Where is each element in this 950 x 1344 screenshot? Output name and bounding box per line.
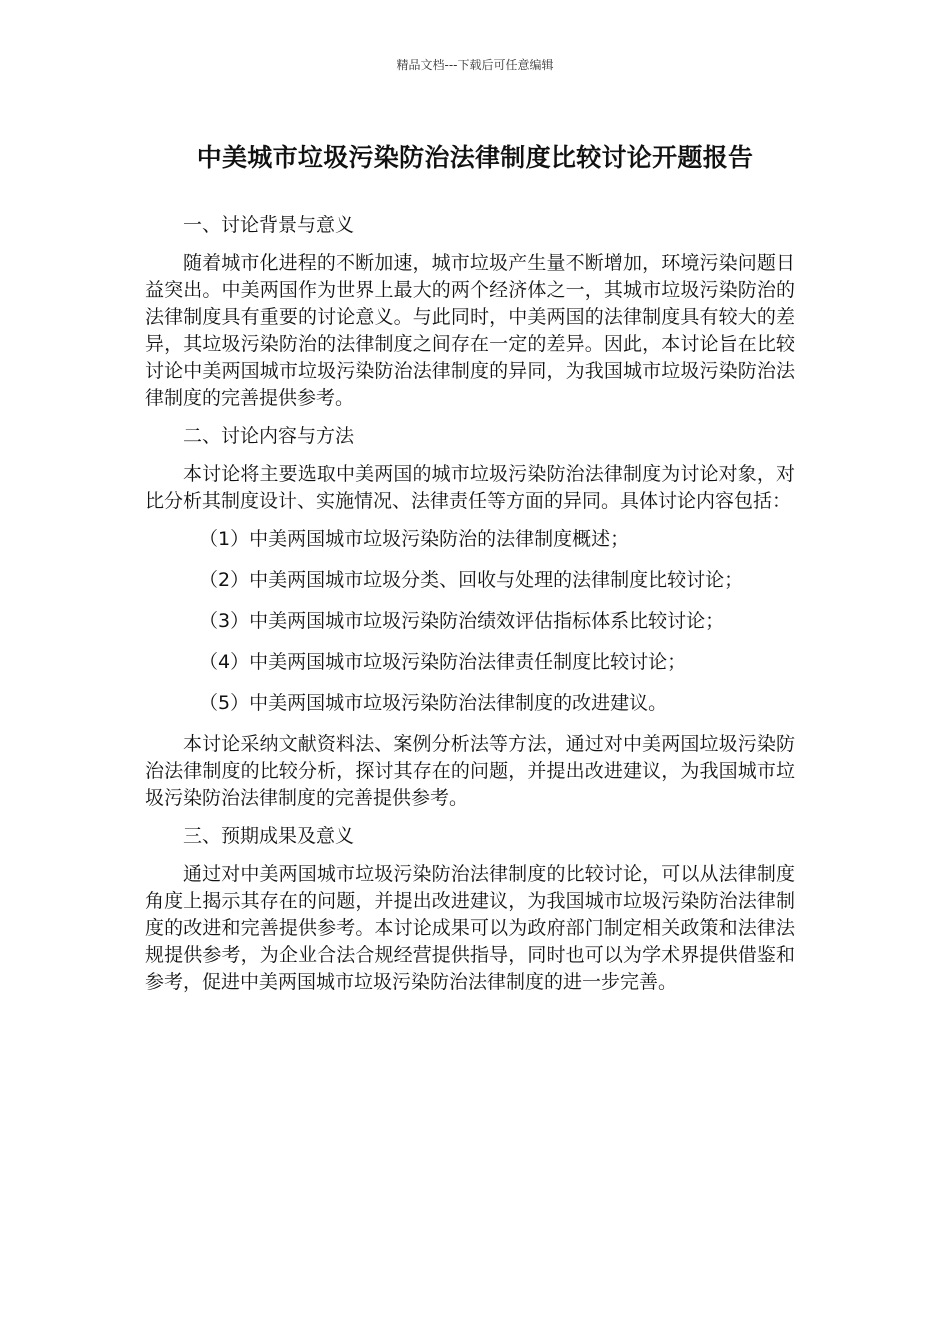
document-body <box>145 212 795 1007</box>
list-item: （4）中美两国城市垃圾污染防治法律责任制度比较讨论； <box>199 651 687 673</box>
section-heading: 一、讨论背景与意义 <box>183 214 355 236</box>
content-list <box>145 526 795 717</box>
section-background <box>145 212 795 412</box>
paragraph: 通过对中美两国城市垃圾污染防治法律制度的比较讨论，可以从法律制度角度上揭示其存在的问题，并提出改进建议，为我国城市垃圾污染防治法律制度的改进和完善提供参考。本讨论成果可以为政府部门制定相关政策和法律法规提供参考，为企业合法合规经营提供指导，同时也可以为学术界提供借鉴和参考，促进中美两国城市垃圾污染防治法律制度的进一步完善。 <box>145 863 795 993</box>
section-expected-results <box>145 823 795 996</box>
list-item: （5）中美两国城市垃圾污染防治法律制度的改进建议。 <box>199 692 668 714</box>
list-item: （3）中美两国城市垃圾污染防治绩效评估指标体系比较讨论； <box>199 610 725 632</box>
list-item: （1）中美两国城市垃圾污染防治的法律制度概述； <box>199 528 630 550</box>
section-heading: 二、讨论内容与方法 <box>183 425 355 447</box>
paragraph: 本讨论将主要选取中美两国的城市垃圾污染防治法律制度为讨论对象，对比分析其制度设计、实施情况、法律责任等方面的异同。具体讨论内容包括： <box>145 463 795 512</box>
page-header-note: 精品文档---下载后可任意编辑 <box>396 58 554 72</box>
paragraph: 本讨论采纳文献资料法、案例分析法等方法，通过对中美两国垃圾污染防治法律制度的比较分析，探讨其存在的问题，并提出改进建议，为我国城市垃圾污染防治法律制度的完善提供参考。 <box>145 733 795 809</box>
section-content-method <box>145 423 795 812</box>
list-item: （2）中美两国城市垃圾分类、回收与处理的法律制度比较讨论； <box>199 569 744 591</box>
paragraph: 随着城市化进程的不断加速，城市垃圾产生量不断增加，环境污染问题日益突出。中美两国作为世界上最大的两个经济体之一，其城市垃圾污染防治的法律制度具有重要的讨论意义。与此同时，中美两国的法律制度具有较大的差异，其垃圾污染防治的法律制度之间存在一定的差异。因此，本讨论旨在比较讨论中美两国城市垃圾污染防治法律制度的异同，为我国城市垃圾污染防治法律制度的完善提供参考。 <box>145 252 795 409</box>
document-title: 中美城市垃圾污染防治法律制度比较讨论开题报告 <box>196 143 754 172</box>
section-heading: 三、预期成果及意义 <box>183 825 355 847</box>
